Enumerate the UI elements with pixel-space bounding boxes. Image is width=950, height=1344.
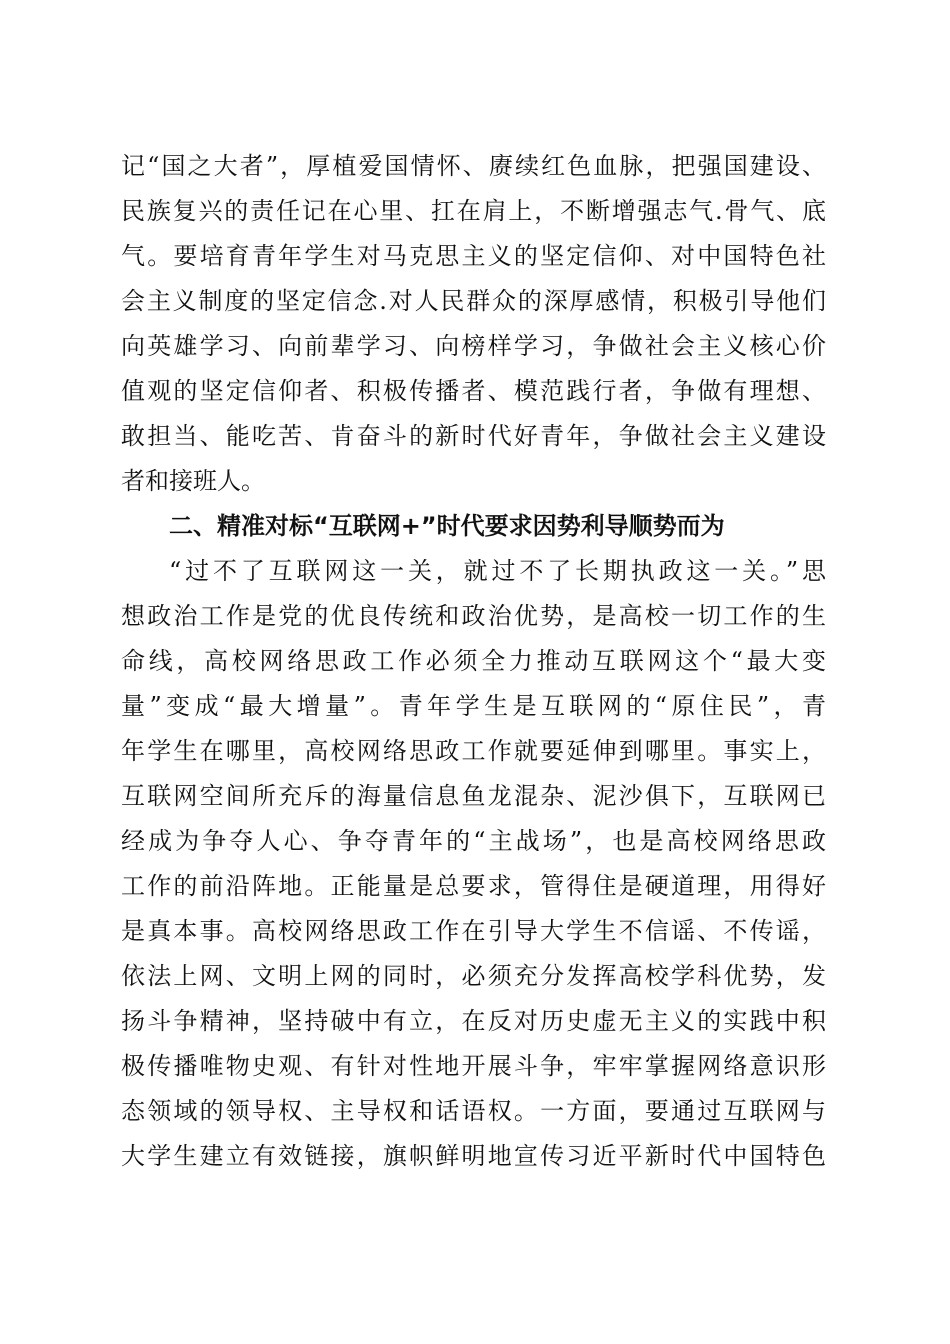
text-line: 命线，高校网络思政工作必须全力推动互联网这个“最大变 <box>121 647 826 675</box>
text-line: 依法上网、文明上网的同时，必须充分发挥高校学科优势，发 <box>121 962 826 990</box>
text-line: 互联网空间所充斥的海量信息鱼龙混杂、泥沙俱下，互联网已 <box>121 782 826 810</box>
text-line: 大学生建立有效链接，旗帜鲜明地宣传习近平新时代中国特色 <box>121 1142 826 1170</box>
text-line: 记“国之大者”，厚植爱国情怀、赓续红色血脉，把强国建设、 <box>121 152 826 180</box>
text-line: 工作的前沿阵地。正能量是总要求，管得住是硬道理，用得好 <box>121 872 826 900</box>
text-line: 会主义制度的坚定信念.对人民群众的深厚感情，积极引导他们 <box>121 287 826 315</box>
text-line: 态领域的领导权、主导权和话语权。一方面，要通过互联网与 <box>121 1097 826 1125</box>
section-heading: 二、精准对标“互联网+”时代要求因势利导顺势而为 <box>169 512 725 540</box>
text-line: “过不了互联网这一关，就过不了长期执政这一关。”思 <box>169 557 826 585</box>
text-line: 气。要培育青年学生对马克思主义的坚定信仰、对中国特色社 <box>121 242 826 270</box>
text-line: 扬斗争精神，坚持破中有立，在反对历史虚无主义的实践中积 <box>121 1007 826 1035</box>
text-line: 想政治工作是党的优良传统和政治优势，是高校一切工作的生 <box>121 602 826 630</box>
text-line: 向英雄学习、向前辈学习、向榜样学习，争做社会主义核心价 <box>121 332 826 360</box>
text-line: 是真本事。高校网络思政工作在引导大学生不信谣、不传谣， <box>121 917 826 945</box>
text-line: 极传播唯物史观、有针对性地开展斗争，牢牢掌握网络意识形 <box>121 1052 826 1080</box>
text-line: 值观的坚定信仰者、积极传播者、模范践行者，争做有理想、 <box>121 377 826 405</box>
text-line: 经成为争夺人心、争夺青年的“主战场”，也是高校网络思政 <box>121 827 826 855</box>
text-line: 量”变成“最大增量”。青年学生是互联网的“原住民”，青 <box>121 692 826 720</box>
text-line: 敢担当、能吃苦、肯奋斗的新时代好青年，争做社会主义建设 <box>121 422 826 450</box>
text-line: 民族复兴的责任记在心里、扛在肩上，不断增强志气.骨气、底 <box>121 197 826 225</box>
text-line: 年学生在哪里，高校网络思政工作就要延伸到哪里。事实上， <box>121 737 826 765</box>
text-line: 者和接班人。 <box>121 467 265 495</box>
